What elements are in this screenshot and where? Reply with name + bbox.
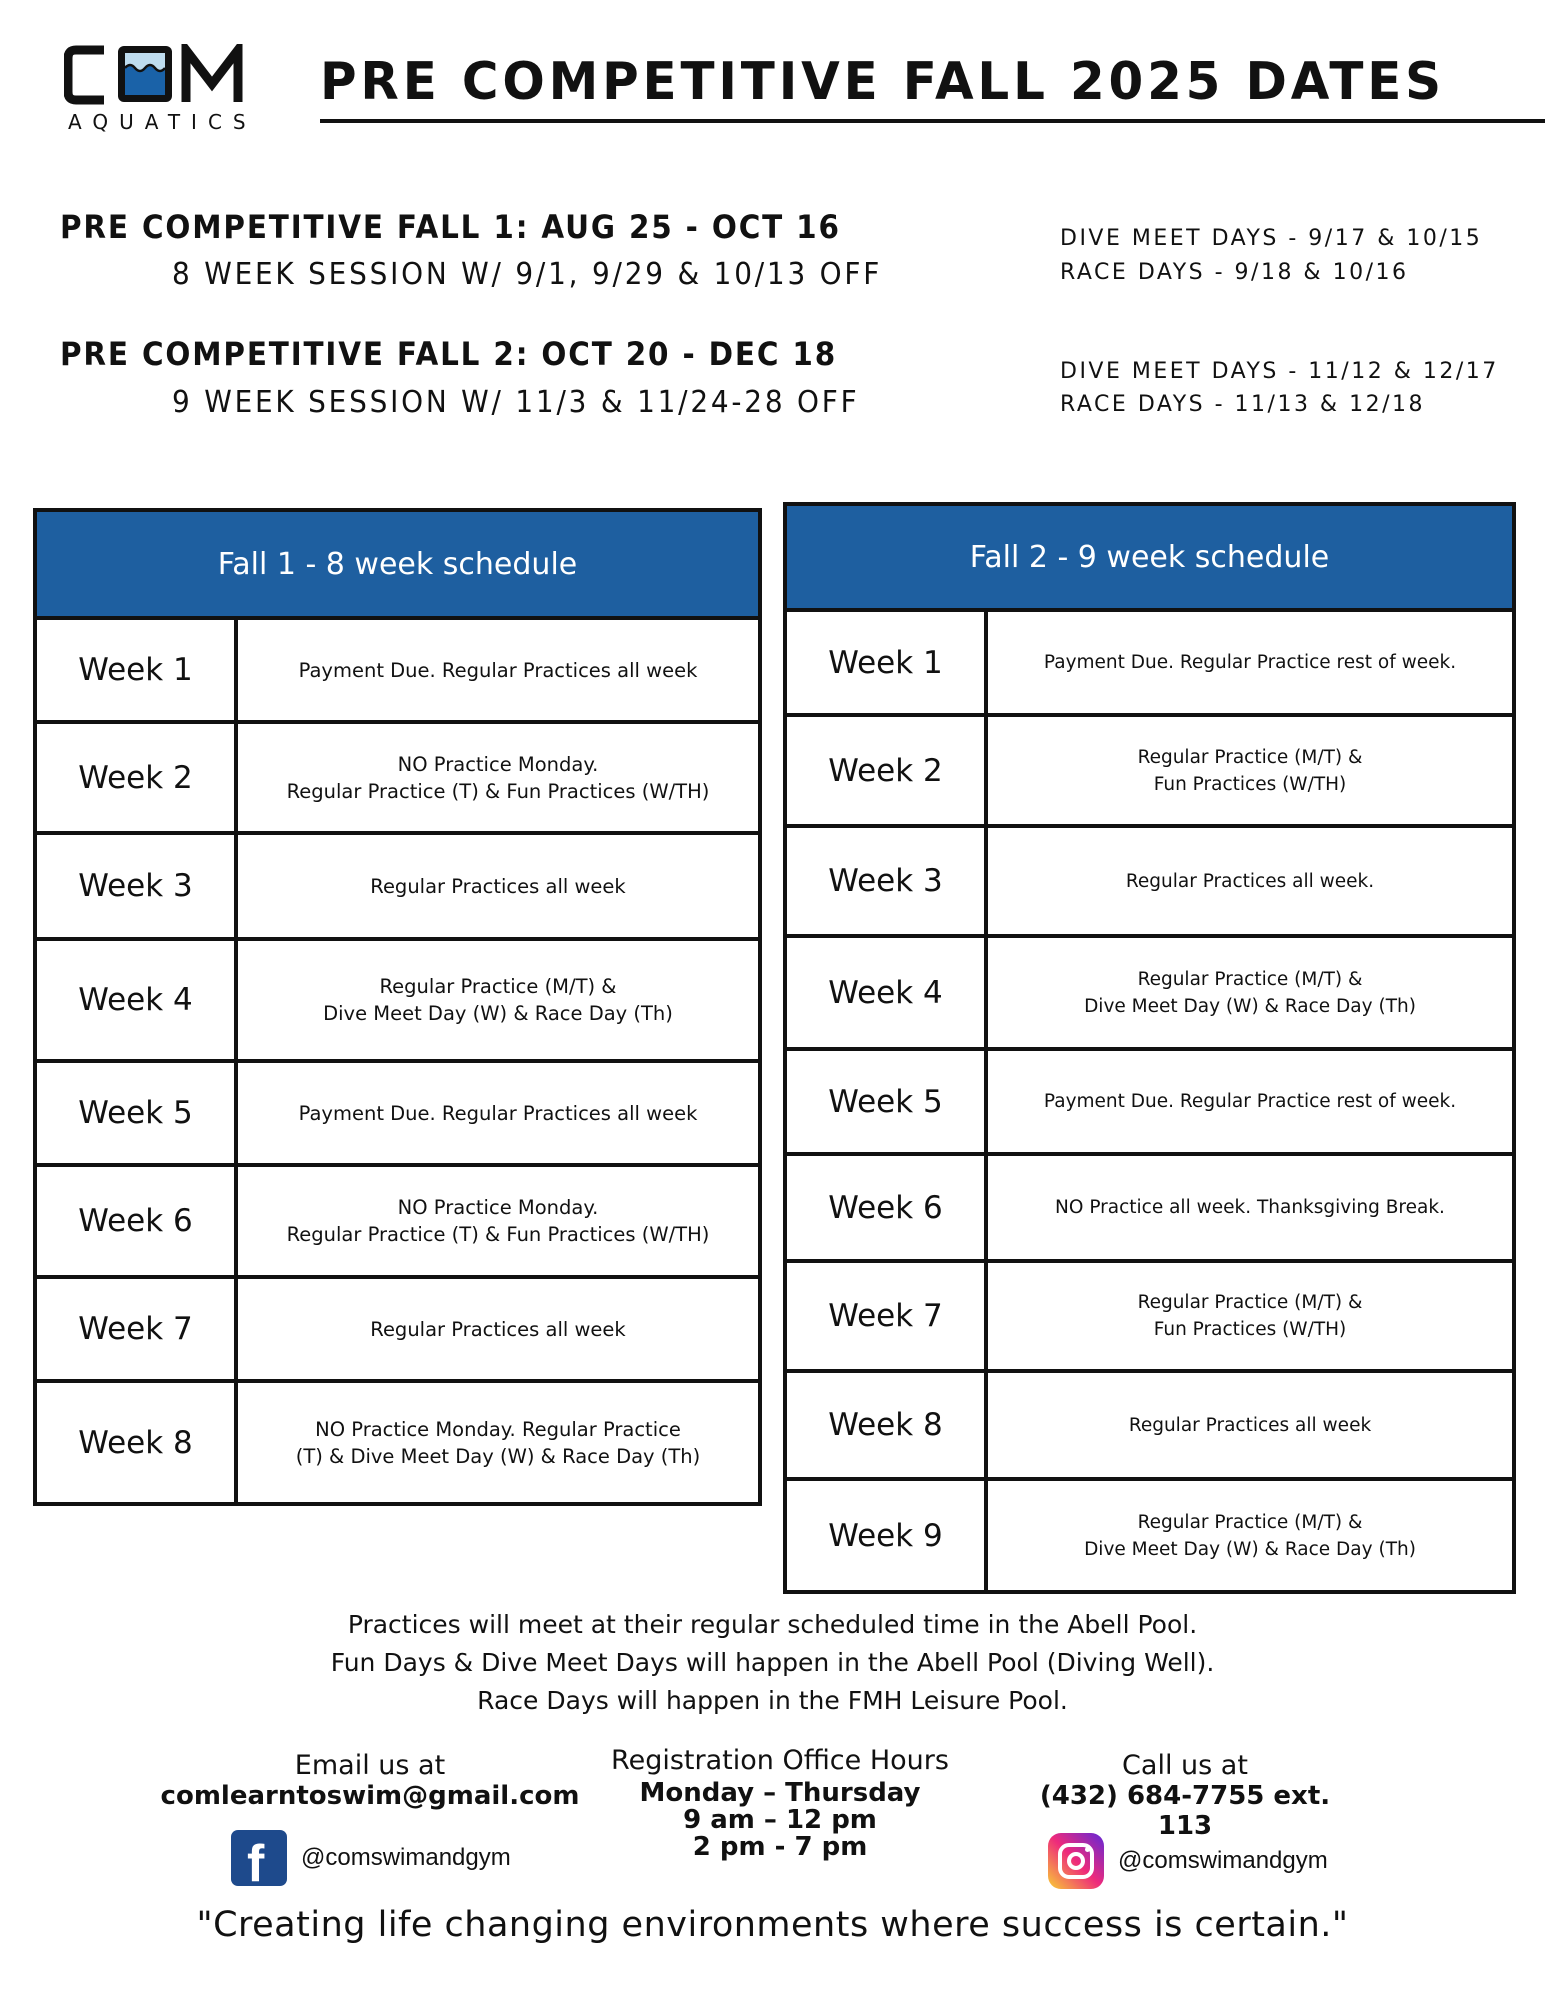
logo-wordmark (64, 44, 280, 106)
week-description: NO Practice all week. Thanksgiving Break. (1055, 1197, 1445, 1218)
session-1-heading: PRE COMPETITIVE FALL 1: AUG 25 - OCT 16 (60, 208, 841, 246)
note-line: Practices will meet at their regular scheduled time in the Abell Pool. (347, 1610, 1198, 1639)
session-1-subheading: 8 WEEK SESSION W/ 9/1, 9/29 & 10/13 OFF (172, 257, 883, 292)
week-label: Week 9 (787, 1481, 988, 1590)
week-label: Week 6 (37, 1167, 238, 1275)
week-label: Week 7 (787, 1263, 988, 1369)
page-title: PRE COMPETITIVE FALL 2025 DATES (320, 52, 1445, 112)
fall-2-schedule-table (783, 502, 1516, 1594)
table-row (787, 1156, 1512, 1263)
week-label: Week 1 (37, 620, 238, 720)
week-description: Payment Due. Regular Practice rest of week. (1043, 652, 1457, 673)
table-row (787, 1051, 1512, 1156)
session-2-heading: PRE COMPETITIVE FALL 2: OCT 20 - DEC 18 (60, 335, 838, 373)
table-row (787, 1263, 1512, 1373)
phone-number[interactable]: (432) 684-7755 ext. 113 (1039, 1781, 1331, 1841)
email-label: Email us at (294, 1750, 446, 1781)
week-description: Payment Due. Regular Practice rest of week. (1043, 1091, 1457, 1112)
title-divider (320, 119, 1545, 123)
week-label: Week 5 (787, 1051, 988, 1152)
week-label: Week 6 (787, 1156, 988, 1259)
week-description: Regular Practice (M/T) & Dive Meet Day (W) & Race Day (Th) (1084, 968, 1416, 1017)
week-label: Week 4 (787, 938, 988, 1047)
instagram-handle: @comswimandgym (1118, 1847, 1328, 1874)
instagram-link[interactable] (1048, 1833, 1328, 1889)
week-description: NO Practice Monday. Regular Practice (T) & Dive Meet Day (W) & Race Day (Th) (295, 1417, 701, 1468)
week-description: Regular Practices all week (370, 1317, 626, 1341)
table-row (787, 612, 1512, 717)
email-address[interactable]: comlearntoswim@gmail.com (160, 1781, 580, 1811)
week-description: Regular Practices all week. (1125, 870, 1375, 892)
week-description: Regular Practice (M/T) & Dive Meet Day (W) & Race Day (Th) (323, 975, 673, 1025)
week-description: Regular Practices all week (1128, 1414, 1372, 1436)
table-row (787, 1373, 1512, 1481)
logo-subtitle: AQUATICS (68, 110, 257, 134)
email-contact (160, 1750, 580, 1811)
week-description: NO Practice Monday. Regular Practice (T) & Fun Practices (W/TH) (286, 1196, 710, 1246)
week-description: Payment Due. Regular Practices all week (298, 658, 698, 682)
week-label: Week 2 (37, 724, 238, 831)
week-label: Week 8 (37, 1383, 238, 1502)
table-row (37, 620, 758, 724)
facebook-link[interactable] (231, 1830, 511, 1893)
phone-contact (1010, 1750, 1360, 1841)
week-description: NO Practice Monday. Regular Practice (T) & Fun Practices (W/TH) (286, 752, 710, 803)
table-row (37, 1279, 758, 1383)
facebook-icon: f (231, 1830, 287, 1886)
session-1-dive-meet-days: DIVE MEET DAYS - 9/17 & 10/15 (1060, 226, 1483, 251)
table-row (787, 717, 1512, 828)
hours-morning: 9 am – 12 pm (683, 1805, 877, 1835)
table-row (37, 941, 758, 1063)
session-2-dive-meet-days: DIVE MEET DAYS - 11/12 & 12/17 (1060, 359, 1499, 384)
instagram-icon (1048, 1833, 1104, 1889)
fall-1-schedule-table (33, 508, 762, 1506)
week-label: Week 1 (787, 612, 988, 713)
table-row (37, 1167, 758, 1279)
fall-1-schedule-title: Fall 1 - 8 week schedule (37, 512, 758, 620)
location-notes (0, 1606, 1545, 1720)
week-label: Week 3 (37, 835, 238, 937)
tagline: "Creating life changing environments where success is certain." (196, 1905, 1349, 1945)
week-label: Week 8 (787, 1373, 988, 1477)
note-line: Fun Days & Dive Meet Days will happen in the Abell Pool (Diving Well). (330, 1648, 1215, 1677)
week-label: Week 5 (37, 1063, 238, 1163)
session-2-subheading: 9 WEEK SESSION W/ 11/3 & 11/24-28 OFF (172, 385, 860, 420)
table-row (37, 724, 758, 835)
session-2-race-days: RACE DAYS - 11/13 & 12/18 (1060, 392, 1425, 417)
table-row (787, 938, 1512, 1051)
table-row (37, 1063, 758, 1167)
week-label: Week 7 (37, 1279, 238, 1379)
table-row (787, 1481, 1512, 1590)
week-label: Week 2 (787, 717, 988, 824)
week-description: Regular Practices all week (370, 874, 626, 898)
table-row (37, 1383, 758, 1502)
hours-afternoon: 2 pm - 7 pm (692, 1832, 868, 1862)
hours-label: Registration Office Hours (611, 1745, 949, 1776)
week-description: Regular Practice (M/T) & Fun Practices (W/TH) (1137, 1292, 1363, 1340)
session-1-race-days: RACE DAYS - 9/18 & 10/16 (1060, 260, 1409, 285)
table-row (787, 828, 1512, 938)
week-label: Week 3 (787, 828, 988, 934)
week-description: Regular Practice (M/T) & Dive Meet Day (W) & Race Day (Th) (1084, 1511, 1416, 1560)
office-hours (590, 1745, 970, 1861)
note-line: Race Days will happen in the FMH Leisure Pool. (477, 1686, 1068, 1715)
week-description: Payment Due. Regular Practices all week (298, 1101, 698, 1125)
phone-label: Call us at (1122, 1750, 1248, 1781)
fall-2-schedule-title: Fall 2 - 9 week schedule (787, 506, 1512, 612)
week-label: Week 4 (37, 941, 238, 1059)
facebook-handle: @comswimandgym (301, 1844, 511, 1871)
hours-days: Monday – Thursday (639, 1778, 921, 1808)
table-row (37, 835, 758, 941)
week-description: Regular Practice (M/T) & Fun Practices (W/TH) (1137, 746, 1363, 795)
com-aquatics-logo (64, 44, 284, 136)
